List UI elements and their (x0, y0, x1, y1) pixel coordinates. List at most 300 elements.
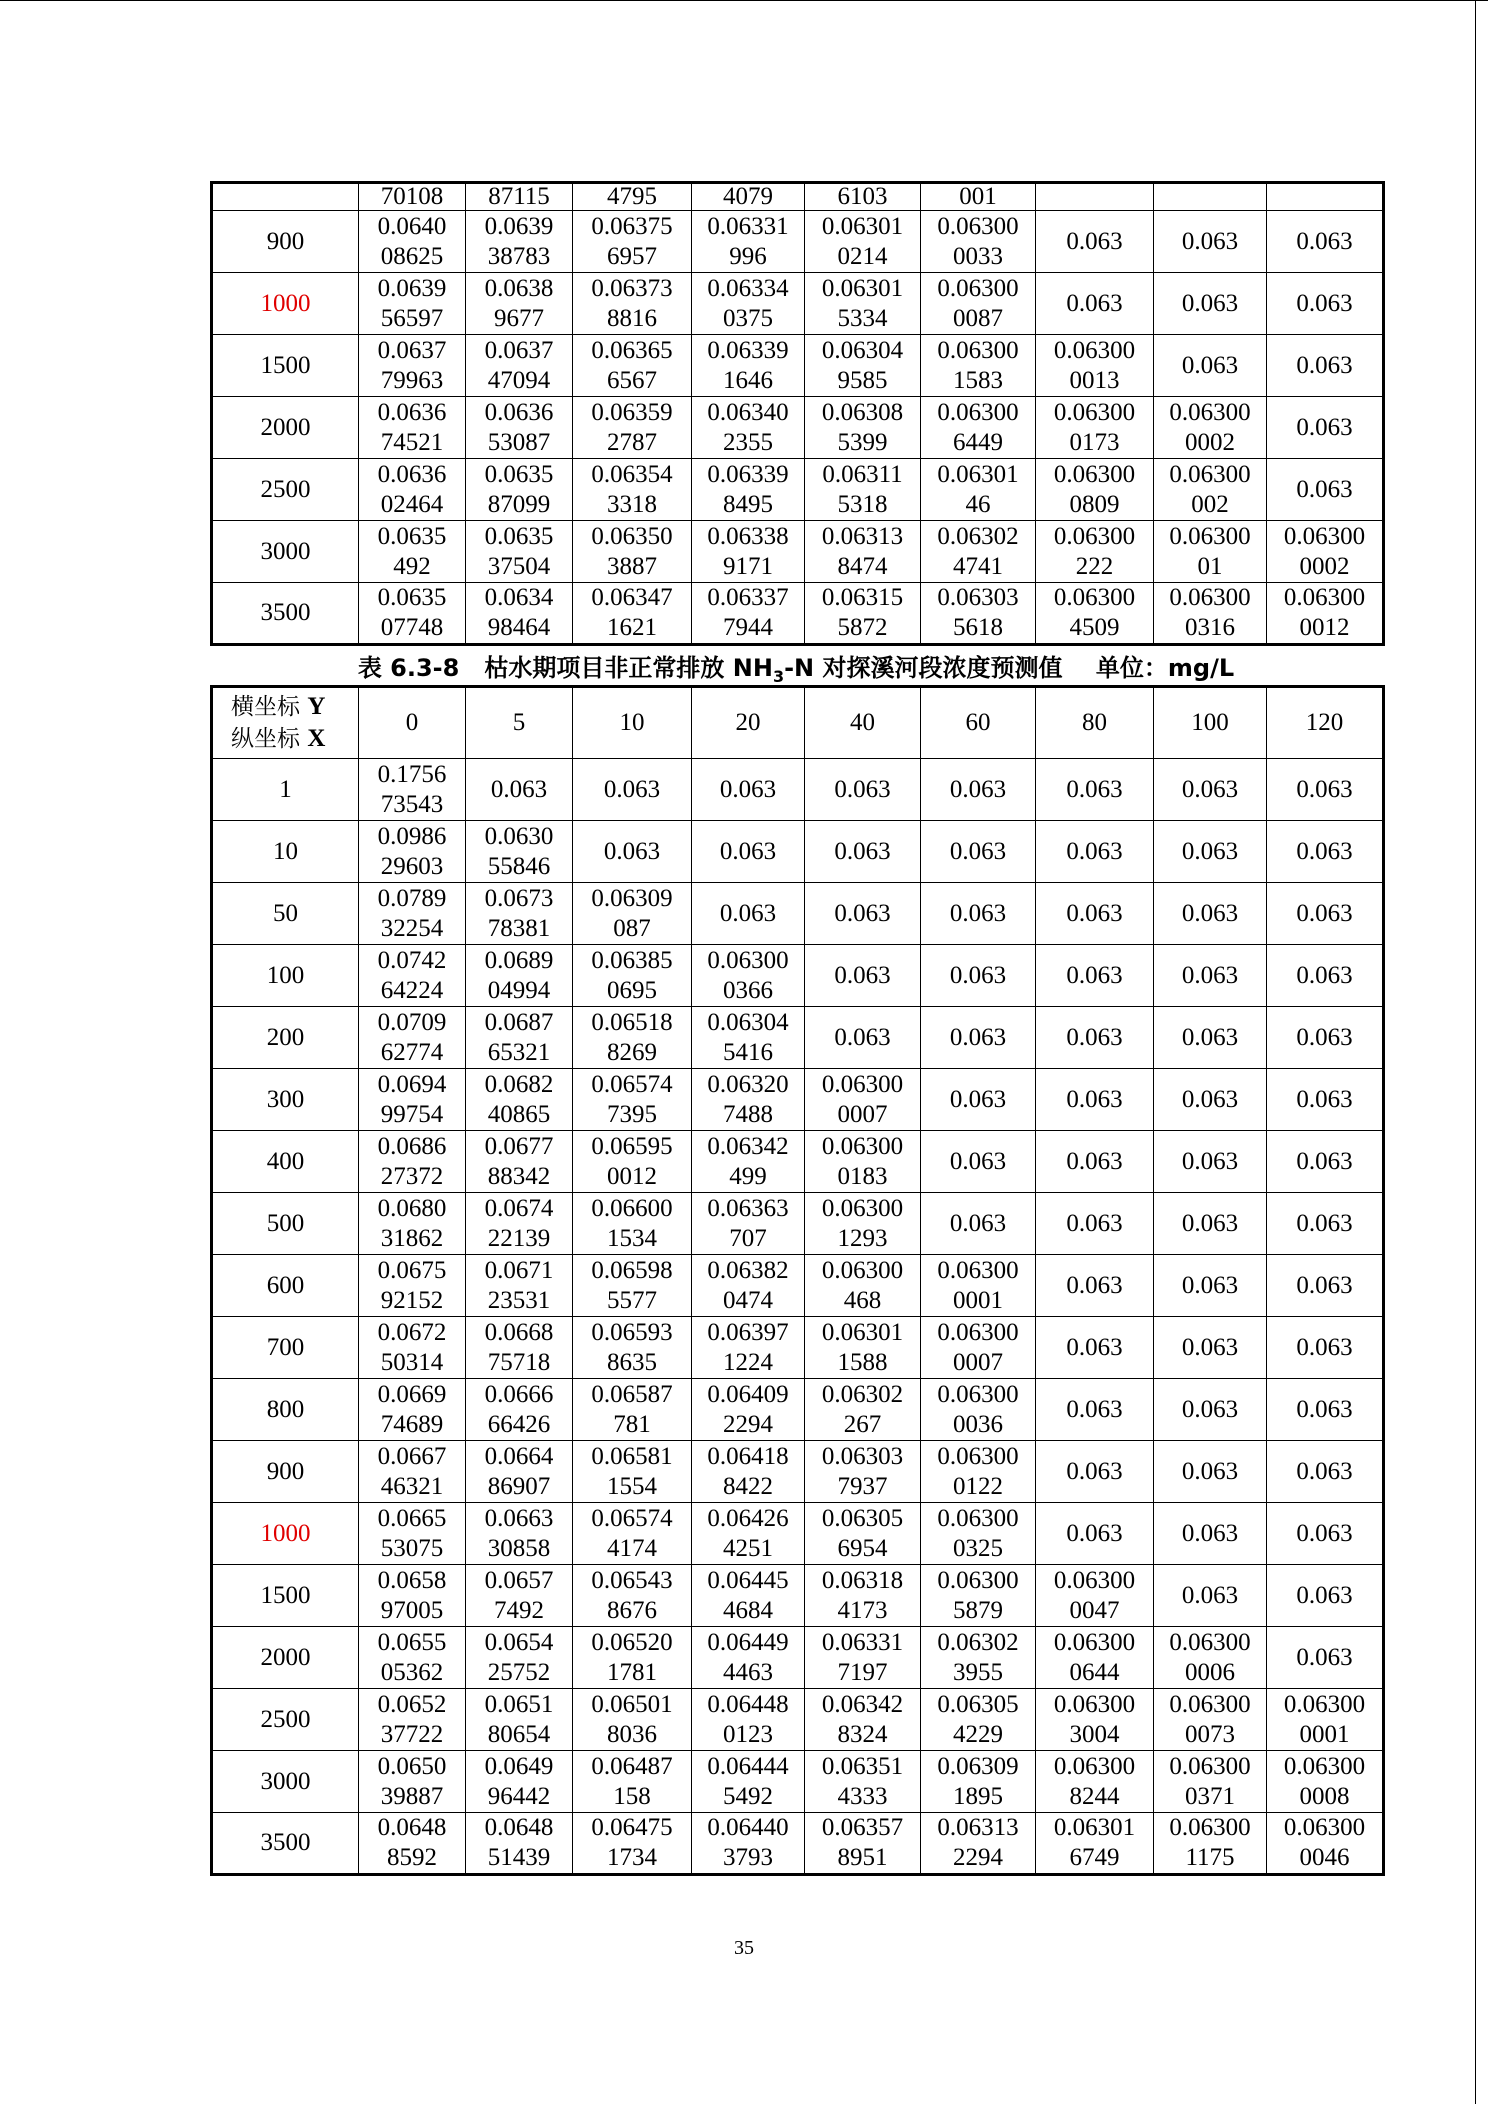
table-row (212, 883, 1384, 945)
table-cell: 0.063 (1154, 1193, 1267, 1255)
table-cell: 0.0667 46321 (359, 1441, 466, 1503)
table-row (212, 821, 1384, 883)
table-cell: 0.06342 8324 (805, 1689, 921, 1751)
table-cell: 0.06300 1583 (921, 335, 1036, 397)
table-cell: 0.063 (921, 1193, 1036, 1255)
table-cell: 0.06305 6954 (805, 1503, 921, 1565)
table-row (212, 1813, 1384, 1875)
table-row (212, 211, 1384, 273)
table-cell: 0.06600 1534 (573, 1193, 692, 1255)
table-cell: 0.0635 07748 (359, 583, 466, 645)
table-cell: 0.0639 56597 (359, 273, 466, 335)
table-cell: 0.06520 1781 (573, 1627, 692, 1689)
table-cell: 0.0649 96442 (466, 1751, 573, 1813)
table-cell: 0.0675 92152 (359, 1255, 466, 1317)
table-cell: 0.0635 87099 (466, 459, 573, 521)
table-row (212, 1193, 1384, 1255)
table-cell: 0.0665 53075 (359, 1503, 466, 1565)
table-cell: 0.063 (1267, 1441, 1384, 1503)
table-cell: 0.0648 8592 (359, 1813, 466, 1875)
table-cell: 0.063 (692, 821, 805, 883)
table-cell: 0.06487 158 (573, 1751, 692, 1813)
table-cell: 0.063 (1036, 1317, 1154, 1379)
table-cell: 0.06418 8422 (692, 1441, 805, 1503)
table-cell: 0.0636 53087 (466, 397, 573, 459)
table-cell: 0.063 (1267, 1565, 1384, 1627)
table-cell: 0.06300 0644 (1036, 1627, 1154, 1689)
table-cell: 0.06300 0047 (1036, 1565, 1154, 1627)
table-cell: 0.063 (921, 945, 1036, 1007)
corner-header-cell (212, 687, 359, 759)
table-cell: 0.0674 22139 (466, 1193, 573, 1255)
table-cell: 0.063 (1036, 1503, 1154, 1565)
table-cell: 0.06587 781 (573, 1379, 692, 1441)
row-header-x: 700 (212, 1317, 359, 1379)
table-cell: 0.063 (1267, 1627, 1384, 1689)
table-cell: 0.06300 468 (805, 1255, 921, 1317)
table-cell: 0.0689 04994 (466, 945, 573, 1007)
table-cell (1267, 183, 1384, 211)
table-cell: 0.06303 5618 (921, 583, 1036, 645)
table-cell: 0.06300 01 (1154, 521, 1267, 583)
row-header-x: 50 (212, 883, 359, 945)
table-cell: 4795 (573, 183, 692, 211)
table-cell: 0.06300 0371 (1154, 1751, 1267, 1813)
page-right-border (1475, 0, 1476, 2104)
table-cell: 0.063 (1267, 945, 1384, 1007)
row-header-x: 1500 (212, 335, 359, 397)
row-header-x: 1000 (212, 273, 359, 335)
table-cell: 0.06300 0008 (1267, 1751, 1384, 1813)
column-header-y: 5 (466, 687, 573, 759)
table-cell: 0.06445 4684 (692, 1565, 805, 1627)
corner-y-label: 横坐标 Y (231, 693, 326, 720)
concentration-table-continued (210, 181, 1385, 646)
table-cell: 0.06309 1895 (921, 1751, 1036, 1813)
table-cell: 0.06300 0087 (921, 273, 1036, 335)
row-header-x: 200 (212, 1007, 359, 1069)
page-number: 35 (734, 1937, 754, 1959)
table-cell: 0.063 (1154, 945, 1267, 1007)
row-header-x: 10 (212, 821, 359, 883)
table-cell: 0.0669 74689 (359, 1379, 466, 1441)
table-cell: 0.06305 4229 (921, 1689, 1036, 1751)
concentration-table (210, 685, 1385, 1876)
table-cell: 0.06300 0036 (921, 1379, 1036, 1441)
table-cell: 0.06300 4509 (1036, 583, 1154, 645)
row-header-x: 2000 (212, 397, 359, 459)
table-row (212, 1131, 1384, 1193)
table-row (212, 1069, 1384, 1131)
table-cell: 0.06339 8495 (692, 459, 805, 521)
row-header-x: 1 (212, 759, 359, 821)
table-cell: 0.063 (921, 759, 1036, 821)
table-cell: 0.0671 23531 (466, 1255, 573, 1317)
row-header-x: 900 (212, 211, 359, 273)
table-cell: 0.063 (1036, 1131, 1154, 1193)
table-cell: 0.0986 29603 (359, 821, 466, 883)
table-cell: 0.06301 5334 (805, 273, 921, 335)
table-cell (212, 183, 359, 211)
table-cell: 0.0789 32254 (359, 883, 466, 945)
table-cell: 0.063 (1267, 1131, 1384, 1193)
table-row (212, 397, 1384, 459)
table-cell: 0.063 (1267, 1007, 1384, 1069)
table-cell: 0.06357 8951 (805, 1813, 921, 1875)
table-cell: 0.06574 7395 (573, 1069, 692, 1131)
table-cell: 4079 (692, 183, 805, 211)
table-cell: 0.06300 0033 (921, 211, 1036, 273)
table-cell: 0.06338 9171 (692, 521, 805, 583)
table-cell: 0.06574 4174 (573, 1503, 692, 1565)
table-cell: 0.06311 5318 (805, 459, 921, 521)
column-header-y: 20 (692, 687, 805, 759)
table-cell: 0.06426 4251 (692, 1503, 805, 1565)
table-row (212, 1503, 1384, 1565)
table-cell: 0.063 (1267, 1317, 1384, 1379)
table-cell: 0.063 (1036, 1379, 1154, 1441)
table-cell: 0.0686 27372 (359, 1131, 466, 1193)
row-header-x: 1000 (212, 1503, 359, 1565)
table-cell: 6103 (805, 183, 921, 211)
table-cell: 0.06300 0173 (1036, 397, 1154, 459)
row-header-x: 400 (212, 1131, 359, 1193)
table-row (212, 1317, 1384, 1379)
row-header-x: 2500 (212, 1689, 359, 1751)
table-cell: 0.06444 5492 (692, 1751, 805, 1813)
table-row (212, 1689, 1384, 1751)
table-cell: 0.06308 5399 (805, 397, 921, 459)
table-cell: 0.06518 8269 (573, 1007, 692, 1069)
table-cell: 0.0658 97005 (359, 1565, 466, 1627)
table-row (212, 1627, 1384, 1689)
table-cell: 0.06543 8676 (573, 1565, 692, 1627)
table-row (212, 1441, 1384, 1503)
table-cell: 0.063 (1036, 1255, 1154, 1317)
table-cell: 0.063 (921, 1069, 1036, 1131)
table-row (212, 1379, 1384, 1441)
table-cell (1036, 183, 1154, 211)
table-cell: 0.063 (1267, 821, 1384, 883)
table-cell: 0.0648 51439 (466, 1813, 573, 1875)
table-cell: 0.06397 1224 (692, 1317, 805, 1379)
table-cell: 0.06359 2787 (573, 397, 692, 459)
table-cell: 0.06303 7937 (805, 1441, 921, 1503)
table-cell: 0.063 (1154, 1441, 1267, 1503)
table-cell: 0.06304 9585 (805, 335, 921, 397)
row-header-x: 600 (212, 1255, 359, 1317)
table-cell: 0.06300 0366 (692, 945, 805, 1007)
table-row (212, 1255, 1384, 1317)
table-cell: 0.06300 0122 (921, 1441, 1036, 1503)
table-cell: 0.06301 1588 (805, 1317, 921, 1379)
table-row (212, 945, 1384, 1007)
table-cell: 0.0682 40865 (466, 1069, 573, 1131)
table-cell: 0.063 (1036, 211, 1154, 273)
column-header-y: 60 (921, 687, 1036, 759)
table-cell: 0.0742 64224 (359, 945, 466, 1007)
table-cell: 0.06300 8244 (1036, 1751, 1154, 1813)
table-cell: 0.06300 0325 (921, 1503, 1036, 1565)
caption-unit: 单位：mg/L (1095, 654, 1235, 682)
table-cell: 0.06320 7488 (692, 1069, 805, 1131)
table-cell: 0.063 (1154, 273, 1267, 335)
table-cell: 0.06300 3004 (1036, 1689, 1154, 1751)
page-top-border (0, 0, 1488, 1)
table-cell: 0.06300 0001 (921, 1255, 1036, 1317)
table-cell: 0.06301 0214 (805, 211, 921, 273)
row-header-x: 1500 (212, 1565, 359, 1627)
table-cell: 0.0636 74521 (359, 397, 466, 459)
caption-number: 表 6.3-8 (357, 654, 460, 682)
table-cell: 0.063 (1154, 335, 1267, 397)
row-header-x: 3000 (212, 521, 359, 583)
table-cell: 0.06300 5879 (921, 1565, 1036, 1627)
column-header-y: 120 (1267, 687, 1384, 759)
table-cell: 0.06365 6567 (573, 335, 692, 397)
table-cell: 0.063 (692, 759, 805, 821)
table-cell: 0.06300 0013 (1036, 335, 1154, 397)
table-cell: 0.06300 1293 (805, 1193, 921, 1255)
table-cell: 0.063 (692, 883, 805, 945)
table-cell: 0.06354 3318 (573, 459, 692, 521)
table-cell: 0.06342 499 (692, 1131, 805, 1193)
table-cell: 0.06337 7944 (692, 583, 805, 645)
table-row (212, 583, 1384, 645)
table-cell: 0.06385 0695 (573, 945, 692, 1007)
table-cell: 0.0654 25752 (466, 1627, 573, 1689)
table-cell: 0.06598 5577 (573, 1255, 692, 1317)
row-header-x: 2500 (212, 459, 359, 521)
table-cell: 0.06351 4333 (805, 1751, 921, 1813)
table-cell: 0.063 (573, 759, 692, 821)
table-cell: 0.063 (1267, 397, 1384, 459)
table-cell: 0.06300 0006 (1154, 1627, 1267, 1689)
table-cell: 0.063 (1154, 1317, 1267, 1379)
table-cell: 0.06475 1734 (573, 1813, 692, 1875)
table-cell: 0.063 (1154, 1503, 1267, 1565)
table-cell: 0.06318 4173 (805, 1565, 921, 1627)
table-cell: 0.06375 6957 (573, 211, 692, 273)
table-cell: 0.063 (1267, 459, 1384, 521)
row-header-x: 300 (212, 1069, 359, 1131)
table-cell: 0.063 (1036, 883, 1154, 945)
table-cell: 0.0655 05362 (359, 1627, 466, 1689)
table-cell: 0.063 (1036, 273, 1154, 335)
table-cell: 70108 (359, 183, 466, 211)
table-cell: 0.0635 37504 (466, 521, 573, 583)
table-cell: 0.063 (1154, 883, 1267, 945)
table-cell: 0.063 (1154, 759, 1267, 821)
table-row-continued (212, 183, 1384, 211)
table-cell: 0.0634 98464 (466, 583, 573, 645)
column-header-y: 0 (359, 687, 466, 759)
table-cell: 0.063 (1267, 1255, 1384, 1317)
table-cell: 0.063 (1267, 1069, 1384, 1131)
table-cell: 0.063 (1036, 945, 1154, 1007)
table-cell: 0.06593 8635 (573, 1317, 692, 1379)
table-cell: 0.0639 38783 (466, 211, 573, 273)
table-cell: 0.06340 2355 (692, 397, 805, 459)
table-cell: 0.06448 0123 (692, 1689, 805, 1751)
table-cell: 0.063 (1036, 1193, 1154, 1255)
table-cell: 0.06373 8816 (573, 273, 692, 335)
row-header-x: 100 (212, 945, 359, 1007)
table-cell: 0.0673 78381 (466, 883, 573, 945)
table-cell: 0.0680 31862 (359, 1193, 466, 1255)
table-cell: 0.06304 5416 (692, 1007, 805, 1069)
table-cell: 0.063 (1154, 1007, 1267, 1069)
table-row (212, 273, 1384, 335)
table-cell: 0.063 (1036, 759, 1154, 821)
table-cell: 0.06300 0001 (1267, 1689, 1384, 1751)
row-header-x: 2000 (212, 1627, 359, 1689)
table-cell: 87115 (466, 183, 573, 211)
table-cell: 0.0650 39887 (359, 1751, 466, 1813)
row-header-x: 800 (212, 1379, 359, 1441)
table-cell: 0.06313 8474 (805, 521, 921, 583)
table-cell: 0.06350 3887 (573, 521, 692, 583)
table-cell: 0.0687 65321 (466, 1007, 573, 1069)
table-cell: 0.063 (1267, 1379, 1384, 1441)
table-cell: 0.063 (805, 945, 921, 1007)
table-header-row (212, 687, 1384, 759)
column-header-y: 10 (573, 687, 692, 759)
table-cell: 0.063 (1036, 1007, 1154, 1069)
table-cell: 0.063 (805, 821, 921, 883)
table-cell: 0.0664 86907 (466, 1441, 573, 1503)
table-cell: 0.06302 3955 (921, 1627, 1036, 1689)
table-cell: 0.063 (1267, 883, 1384, 945)
table-cell: 0.06581 1554 (573, 1441, 692, 1503)
table-cell: 0.0672 50314 (359, 1317, 466, 1379)
table-cell: 0.06449 4463 (692, 1627, 805, 1689)
table-cell: 0.06331 7197 (805, 1627, 921, 1689)
table-cell: 0.06300 0002 (1267, 521, 1384, 583)
table-cell: 0.0651 80654 (466, 1689, 573, 1751)
table-cell: 0.063 (1154, 821, 1267, 883)
table-cell: 0.06300 0183 (805, 1131, 921, 1193)
table-cell: 0.063 (1267, 1503, 1384, 1565)
table-cell: 0.063 (1154, 1255, 1267, 1317)
table-cell: 0.06300 222 (1036, 521, 1154, 583)
table-cell: 0.0637 47094 (466, 335, 573, 397)
table-cell (1154, 183, 1267, 211)
table-cell: 0.063 (1267, 335, 1384, 397)
table-cell: 0.0677 88342 (466, 1131, 573, 1193)
table-cell: 0.06301 6749 (1036, 1813, 1154, 1875)
table-cell: 0.0652 37722 (359, 1689, 466, 1751)
table-cell: 0.063 (466, 759, 573, 821)
table-cell: 0.063 (1036, 821, 1154, 883)
table-cell: 0.063 (921, 883, 1036, 945)
table-cell: 0.0668 75718 (466, 1317, 573, 1379)
row-header-x: 3500 (212, 583, 359, 645)
corner-x-label: 纵坐标 X (231, 725, 326, 752)
table-cell: 0.0638 9677 (466, 273, 573, 335)
table-cell: 0.0694 99754 (359, 1069, 466, 1131)
table-cell: 0.0640 08625 (359, 211, 466, 273)
table-cell: 0.06440 3793 (692, 1813, 805, 1875)
table-cell: 0.06334 0375 (692, 273, 805, 335)
table-cell: 0.06309 087 (573, 883, 692, 945)
table-cell: 0.1756 73543 (359, 759, 466, 821)
table-cell: 0.06300 1175 (1154, 1813, 1267, 1875)
table-cell: 0.063 (1036, 1069, 1154, 1131)
table-cell: 0.06300 0046 (1267, 1813, 1384, 1875)
table-cell: 0.0635 492 (359, 521, 466, 583)
row-header-x: 3500 (212, 1813, 359, 1875)
row-header-x: 900 (212, 1441, 359, 1503)
table-cell: 0.06339 1646 (692, 335, 805, 397)
table-cell: 0.063 (805, 1007, 921, 1069)
table-cell: 0.063 (1267, 273, 1384, 335)
table-row (212, 1751, 1384, 1813)
table-cell: 0.0630 55846 (466, 821, 573, 883)
table-cell: 0.06300 002 (1154, 459, 1267, 521)
table-cell: 0.063 (1154, 1565, 1267, 1627)
table-caption (210, 648, 1382, 686)
table-cell: 0.063 (1154, 1131, 1267, 1193)
table-cell: 0.063 (1154, 1069, 1267, 1131)
table-cell: 0.06300 0809 (1036, 459, 1154, 521)
table-row (212, 1007, 1384, 1069)
table-cell: 0.06300 6449 (921, 397, 1036, 459)
row-header-x: 3000 (212, 1751, 359, 1813)
caption-title: 枯水期项目非正常排放 $NH_3-N$ 对探溪河段浓度预测值 (484, 654, 1063, 686)
table-cell: 001 (921, 183, 1036, 211)
table-cell: 0.06595 0012 (573, 1131, 692, 1193)
table-cell: 0.063 (1267, 211, 1384, 273)
column-header-y: 40 (805, 687, 921, 759)
column-header-y: 80 (1036, 687, 1154, 759)
table-row (212, 759, 1384, 821)
table-cell: 0.06300 0073 (1154, 1689, 1267, 1751)
table-cell: 0.063 (921, 821, 1036, 883)
table-cell: 0.06300 0007 (805, 1069, 921, 1131)
table-cell: 0.0636 02464 (359, 459, 466, 521)
table-cell: 0.0637 79963 (359, 335, 466, 397)
table-cell: 0.063 (805, 759, 921, 821)
table-cell: 0.063 (921, 1007, 1036, 1069)
table-cell: 0.06300 0007 (921, 1317, 1036, 1379)
table-cell: 0.06409 2294 (692, 1379, 805, 1441)
table-cell: 0.063 (1154, 1379, 1267, 1441)
table-cell: 0.06331 996 (692, 211, 805, 273)
table-cell: 0.0666 66426 (466, 1379, 573, 1441)
table-cell: 0.063 (1036, 1441, 1154, 1503)
table-cell: 0.063 (1267, 1193, 1384, 1255)
table-cell: 0.06302 267 (805, 1379, 921, 1441)
table-row (212, 521, 1384, 583)
table-cell: 0.06302 4741 (921, 521, 1036, 583)
table-row (212, 335, 1384, 397)
table-cell: 0.0663 30858 (466, 1503, 573, 1565)
table-cell: 0.06300 0012 (1267, 583, 1384, 645)
row-header-x: 500 (212, 1193, 359, 1255)
table-cell: 0.06347 1621 (573, 583, 692, 645)
table-cell: 0.0657 7492 (466, 1565, 573, 1627)
table-cell: 0.06501 8036 (573, 1689, 692, 1751)
table-row (212, 1565, 1384, 1627)
table-cell: 0.06315 5872 (805, 583, 921, 645)
table-cell: 0.063 (921, 1131, 1036, 1193)
column-header-y: 100 (1154, 687, 1267, 759)
table-cell: 0.06300 0002 (1154, 397, 1267, 459)
table-cell: 0.06363 707 (692, 1193, 805, 1255)
table-cell: 0.063 (573, 821, 692, 883)
table-cell: 0.06313 2294 (921, 1813, 1036, 1875)
